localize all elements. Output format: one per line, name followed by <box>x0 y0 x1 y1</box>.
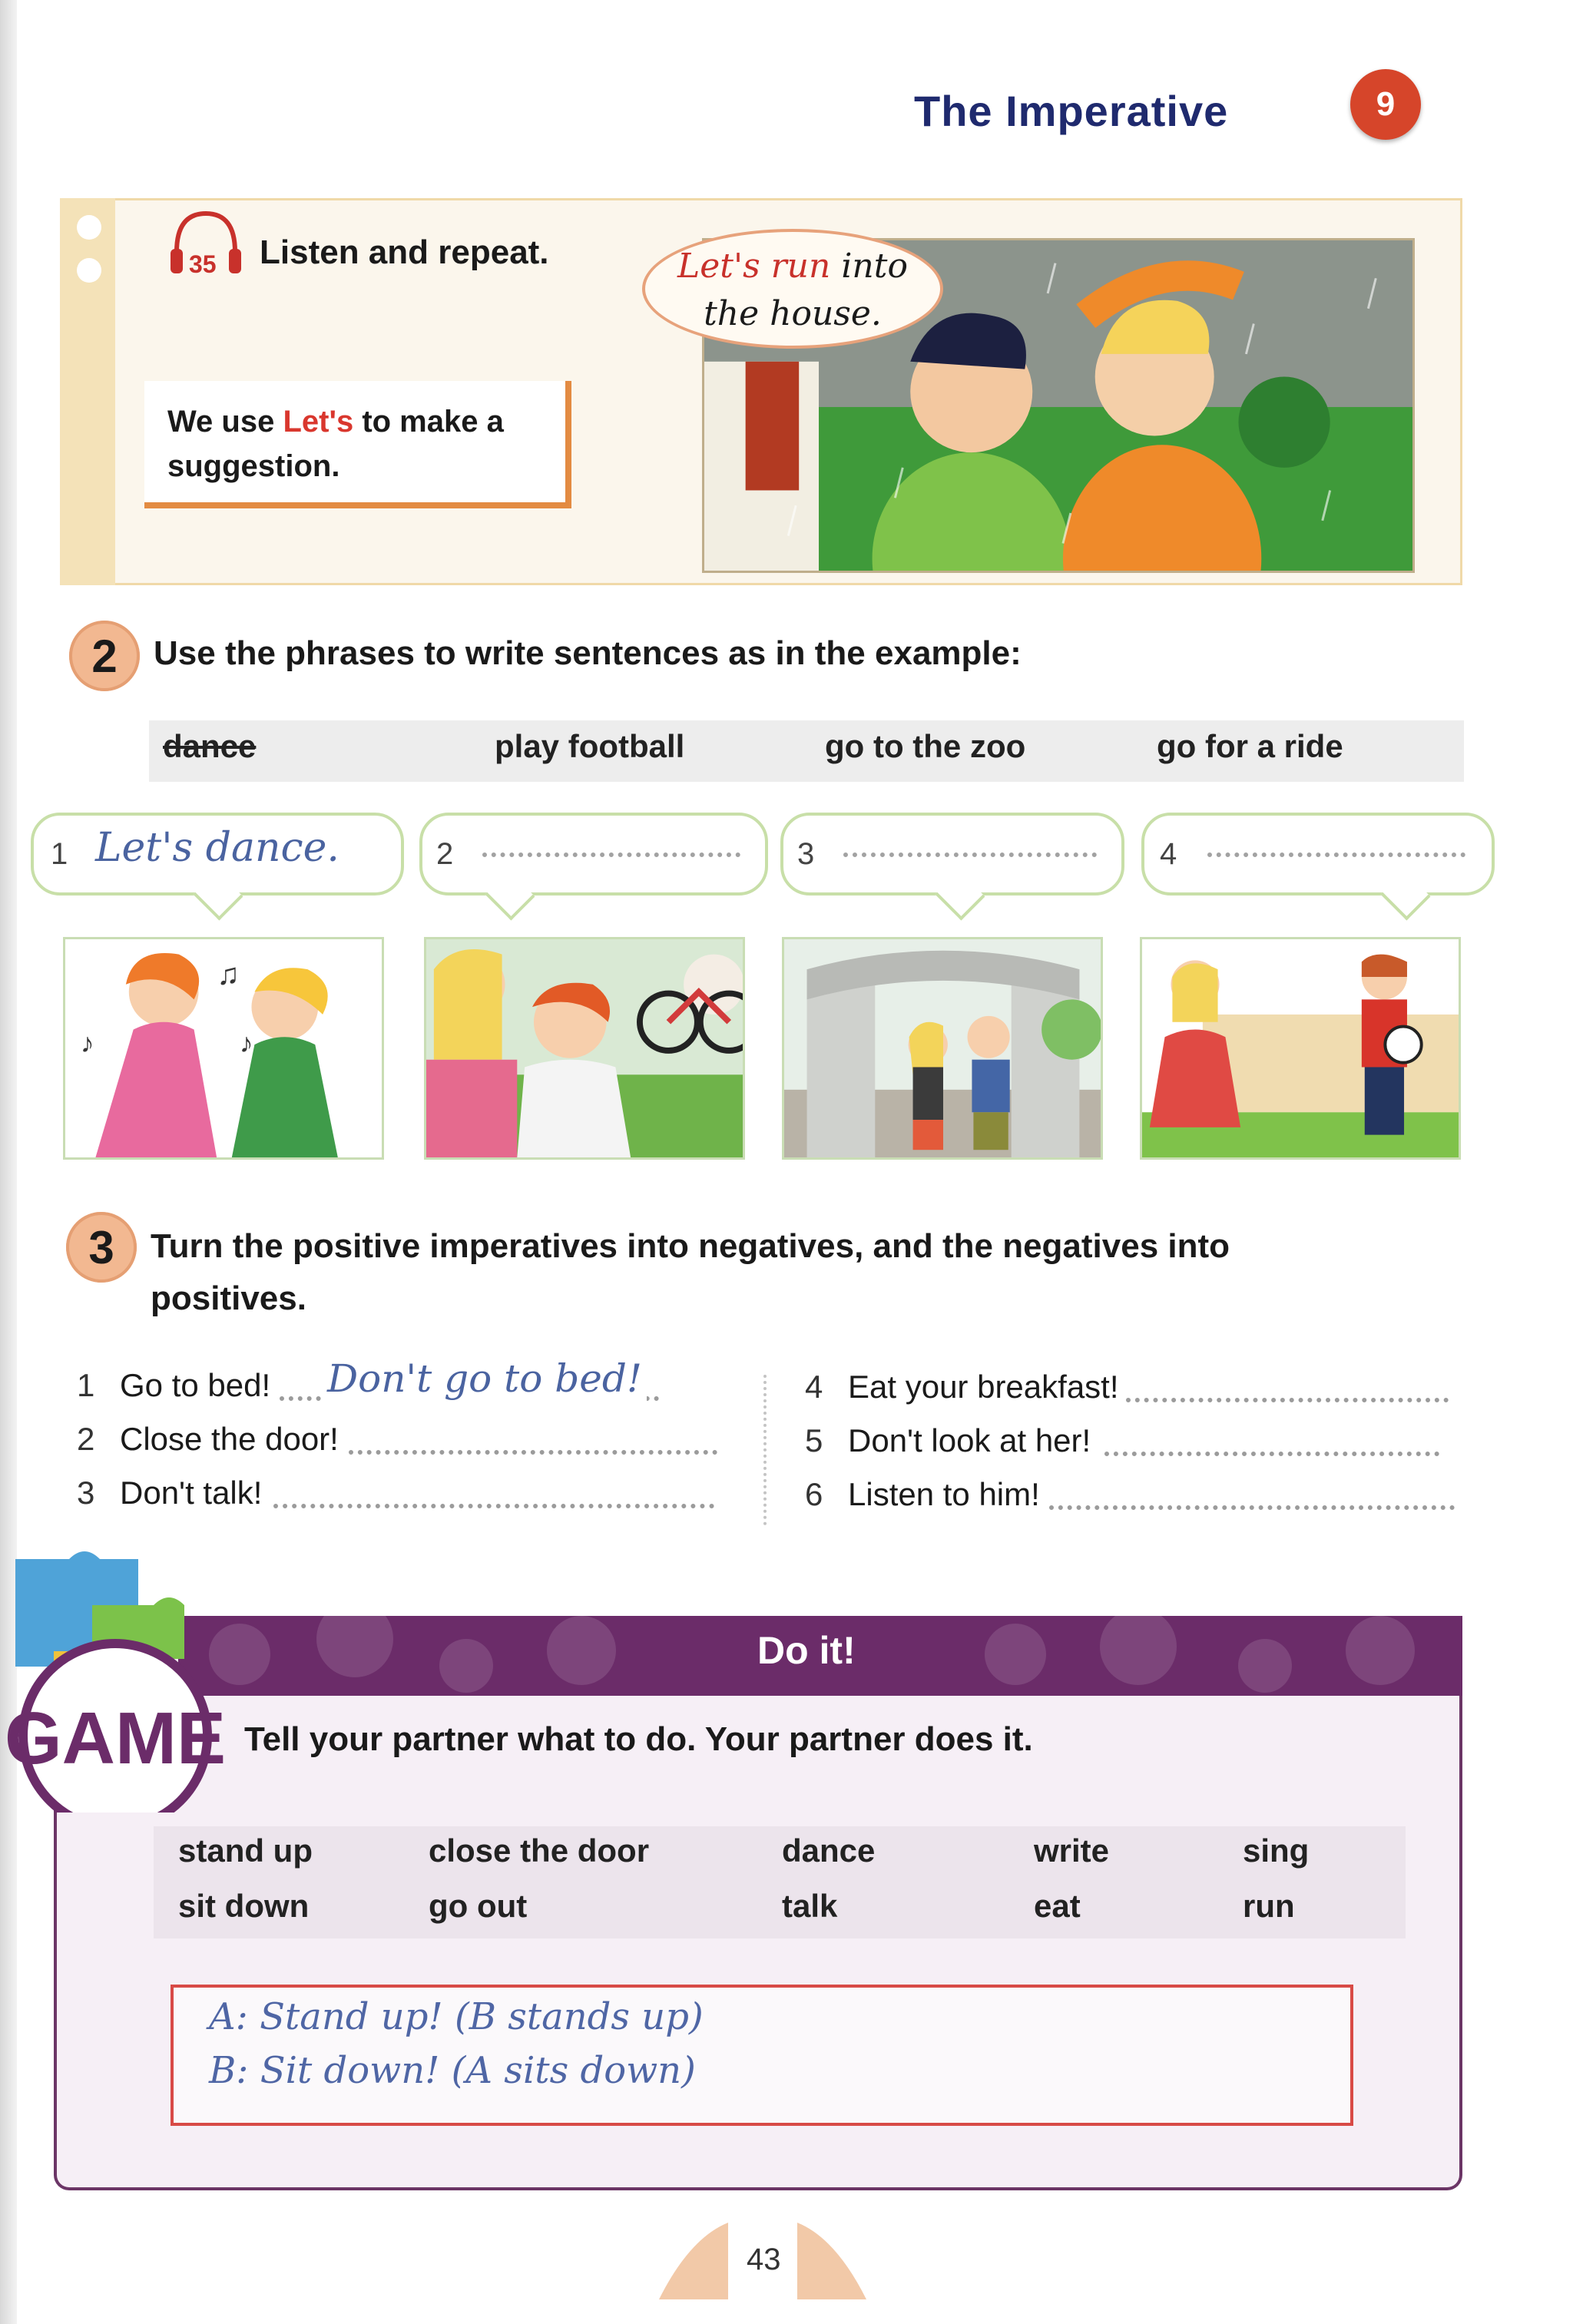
rule-highlight: Let's <box>283 405 354 439</box>
action-word: close the door <box>429 1832 650 1869</box>
svg-text:♫: ♫ <box>217 957 240 992</box>
binder-hole-icon <box>77 215 101 240</box>
exercise-instruction-line2: positives. <box>151 1280 306 1317</box>
action-word: sit down <box>178 1888 310 1924</box>
panel-number: 3 <box>797 837 815 871</box>
example-line: B: Sit down! (A sits down) <box>209 2049 696 2092</box>
example-line: A: Stand up! (B stands up) <box>209 1995 704 2038</box>
action-word: talk <box>782 1888 838 1924</box>
item-prompt: Go to bed! <box>120 1367 271 1403</box>
grammar-rule-box <box>144 381 571 508</box>
boy-with-football-illustration <box>1140 937 1461 1160</box>
zoo-entrance-illustration <box>782 937 1103 1160</box>
handwritten-answer: Don't go to bed! <box>323 1356 647 1401</box>
speech-bubble <box>642 229 943 349</box>
action-word: write <box>1034 1832 1110 1869</box>
listen-instruction: Listen and repeat. <box>260 233 549 271</box>
item-number: 3 <box>77 1475 95 1511</box>
exercise-instruction: Use the phrases to write sentences as in the example: <box>154 634 1022 672</box>
column-divider <box>763 1375 767 1525</box>
item-number: 5 <box>805 1422 823 1458</box>
answer-blank[interactable] <box>1049 1501 1455 1510</box>
panel-number: 2 <box>436 837 454 871</box>
rule-text-line2: suggestion. <box>167 449 340 483</box>
phrase-item: dance <box>163 728 257 764</box>
item-number: 6 <box>805 1476 823 1512</box>
exercise-number-badge: 2 <box>69 621 140 691</box>
panel-number: 1 <box>51 837 68 871</box>
girls-dancing-illustration <box>63 937 384 1160</box>
answer-blank[interactable] <box>273 1499 714 1508</box>
phrase-item: go for a ride <box>1157 728 1343 764</box>
answer-blank[interactable] <box>843 848 1097 857</box>
action-word: eat <box>1034 1888 1081 1924</box>
page-binding-edge <box>0 0 17 2324</box>
action-word: stand up <box>178 1832 313 1869</box>
action-word: go out <box>429 1888 528 1924</box>
action-word: run <box>1243 1888 1295 1924</box>
item-prompt: Eat your breakfast! <box>848 1369 1119 1405</box>
game-instruction: Tell your partner what to do. Your partner does it. <box>244 1720 1033 1758</box>
action-word: sing <box>1243 1832 1310 1869</box>
action-word: dance <box>782 1832 876 1869</box>
answer-blank[interactable] <box>349 1445 717 1455</box>
item-number: 2 <box>77 1421 95 1457</box>
phrase-item: play football <box>495 728 685 764</box>
speech-text-line2: the house. <box>704 294 882 333</box>
answer-blank[interactable] <box>482 848 740 857</box>
answer-blank[interactable] <box>1207 848 1465 857</box>
item-prompt: Close the door! <box>120 1421 339 1457</box>
binder-hole-icon <box>77 258 101 283</box>
rule-text-after: to make a <box>353 405 504 439</box>
item-prompt: Don't look at her! <box>848 1422 1091 1458</box>
speech-highlight: Let's run <box>677 247 831 286</box>
boy-with-bike-illustration <box>424 937 745 1160</box>
item-number: 4 <box>805 1369 823 1405</box>
item-prompt: Listen to him! <box>848 1476 1040 1512</box>
item-prompt: Don't talk! <box>120 1475 263 1511</box>
listen-section-sidebar <box>60 198 115 585</box>
item-number: 1 <box>77 1367 95 1403</box>
answer-blank[interactable] <box>1104 1447 1439 1456</box>
svg-text:♪: ♪ <box>80 1028 94 1058</box>
svg-text:♪: ♪ <box>239 1028 253 1058</box>
speech-text: into <box>830 247 908 286</box>
game-title: Do it! <box>757 1629 856 1672</box>
game-logo-icon <box>0 1544 230 1813</box>
unit-title: The Imperative <box>914 87 1229 135</box>
unit-number-badge: 9 <box>1350 69 1421 140</box>
phrase-item: go to the zoo <box>825 728 1026 764</box>
handwritten-answer: Let's dance. <box>95 825 339 871</box>
exercise-number-badge: 3 <box>66 1212 137 1283</box>
game-logo-text: GAME <box>5 1697 226 1779</box>
panel-number: 4 <box>1160 837 1177 871</box>
answer-blank[interactable] <box>1126 1393 1449 1402</box>
audio-track-number: 35 <box>189 250 217 278</box>
page-number: 43 <box>747 2243 781 2276</box>
rule-text: We use <box>167 405 283 439</box>
action-word-bank <box>154 1826 1406 1938</box>
exercise-instruction: Turn the positive imperatives into negatives, and the negatives into <box>151 1227 1230 1265</box>
